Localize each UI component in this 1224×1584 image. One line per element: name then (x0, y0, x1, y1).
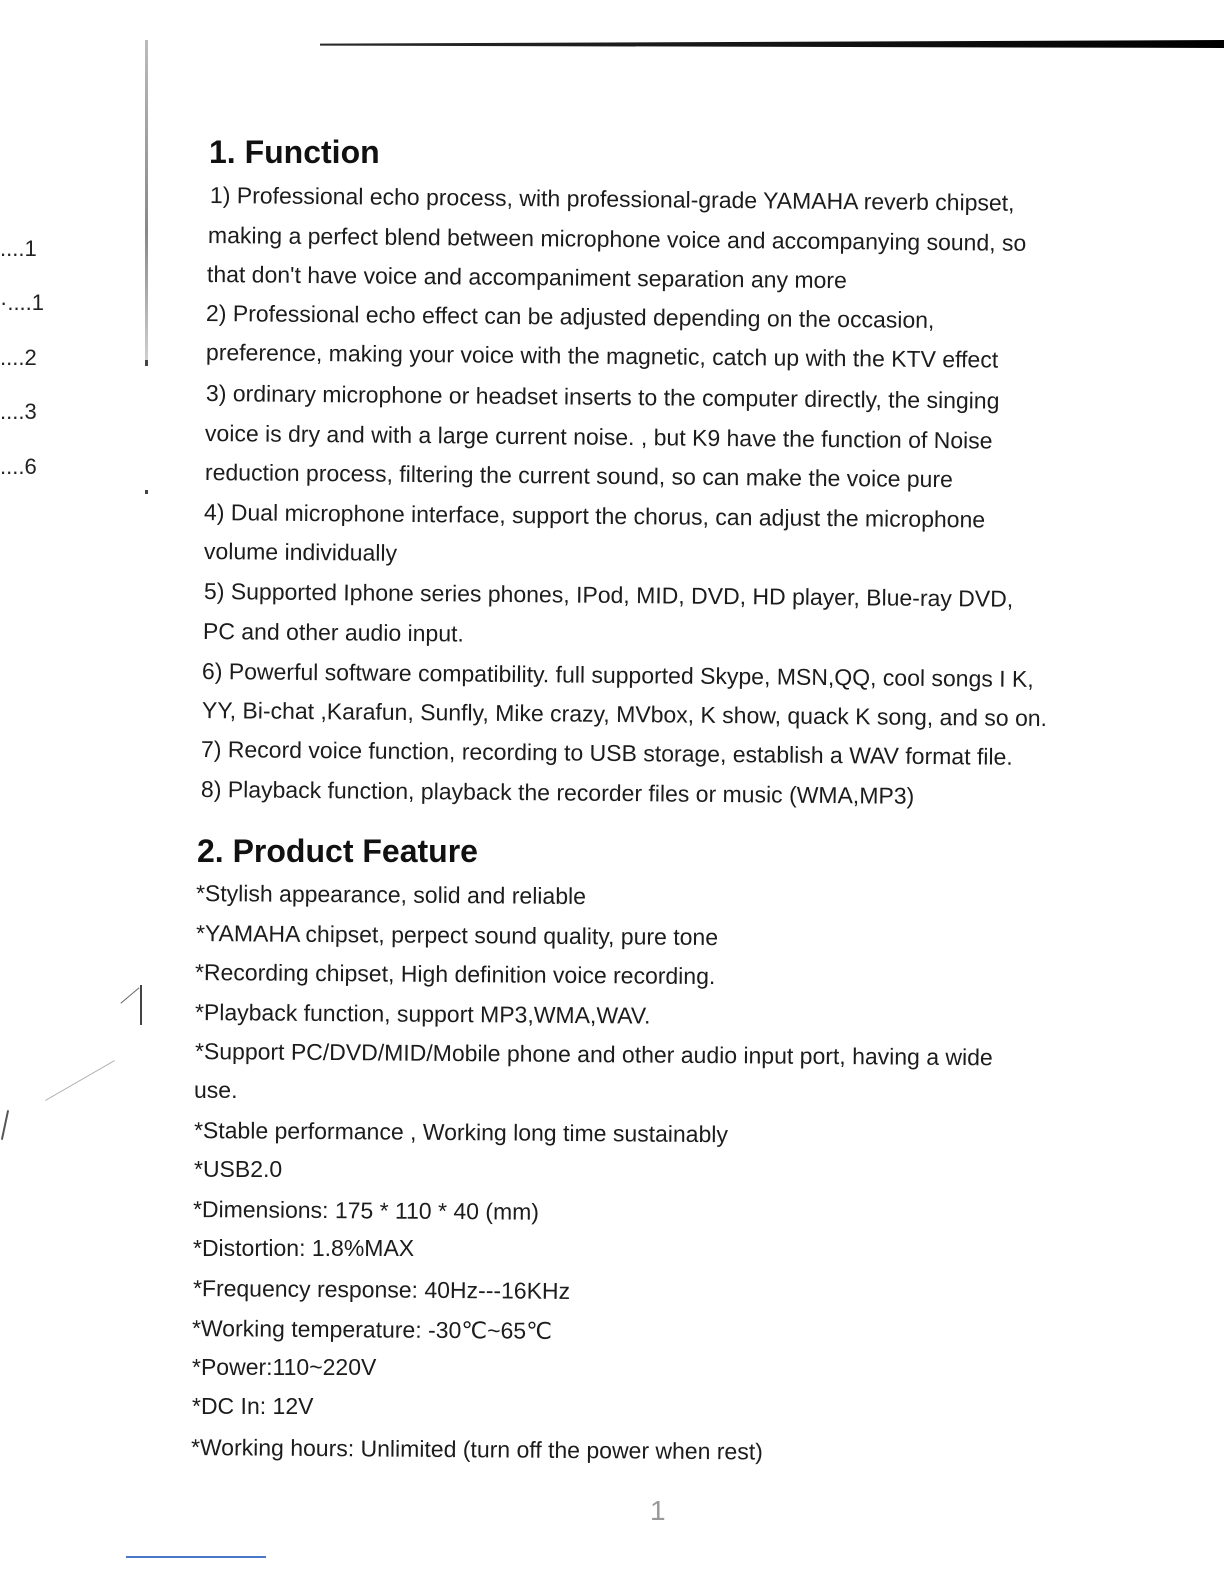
text-line: *Stylish appearance, solid and reliable (195, 880, 587, 910)
section-title-product-feature: 2. Product Feature (197, 833, 478, 869)
toc-entry: ....2 (0, 345, 37, 370)
spine-dot (140, 985, 142, 1025)
spine-dot (145, 490, 148, 494)
text-line: volume individually (203, 538, 398, 566)
text-line: *Recording chipset, High definition voice recording. (194, 959, 716, 990)
text-line: *USB2.0 (194, 1156, 283, 1182)
text-line: preference, making your voice with the magnetic, catch up with the KTV effect (205, 339, 999, 373)
text-line: *Working temperature: -30℃~65℃ (191, 1315, 553, 1344)
text-line: PC and other audio input. (202, 618, 464, 647)
text-line: *DC In: 12V (192, 1393, 314, 1419)
scan-artifact (45, 1060, 115, 1101)
text-line: *Playback function, support MP3,WMA,WAV. (194, 999, 651, 1029)
text-line: *YAMAHA chipset, perpect sound quality, pure tone (195, 920, 719, 951)
text-line: YY, Bi-chat ,Karafun, Sunfly, Mike crazy, MVbox, K show, quack K song, and so on. (201, 697, 1048, 732)
text-line: *Power:110~220V (192, 1354, 377, 1380)
toc-entry: ....3 (0, 399, 37, 424)
toc-entry: ·....1 (0, 290, 45, 315)
scan-artifact (120, 987, 139, 1003)
text-line: 8) Playback function, playback the recorder files or music (WMA,MP3) (200, 776, 915, 809)
bottom-edge-mark (126, 1556, 266, 1558)
page-number: 1 (650, 1495, 666, 1526)
text-line: 2) Professional echo effect can be adjusted depending on the occasion, (205, 300, 935, 333)
text-line: voice is dry and with a large current noise. , but K9 have the function of Noise (204, 420, 993, 454)
toc-entry: ....1 (0, 236, 37, 261)
text-line: making a perfect blend between microphone voice and accompanying sound, so (207, 222, 1027, 256)
text-line: *Dimensions: 175 * 110 * 40 (mm) (192, 1196, 540, 1225)
text-line: reduction process, filtering the current sound, so can make the voice pure (204, 459, 954, 493)
top-rule (320, 40, 1224, 48)
section-title-function: 1. Function (209, 134, 380, 170)
toc-entry: ....6 (0, 454, 37, 479)
text-line: 4) Dual microphone interface, support the chorus, can adjust the microphone (203, 499, 986, 533)
text-line: *Distortion: 1.8%MAX (193, 1235, 415, 1261)
text-line: 6) Powerful software compatibility. full supported Skype, MSN,QQ, cool songs I K, (201, 658, 1034, 692)
text-line: use. (194, 1077, 238, 1103)
spine-dot (145, 360, 148, 366)
text-line: *Stable performance , Working long time sustainably (193, 1117, 729, 1148)
text-line: *Working hours: Unlimited (turn off the power when rest) (190, 1434, 763, 1465)
text-line: that don't have voice and accompaniment separation any more (206, 261, 847, 294)
text-line: 7) Record voice function, recording to USB storage, establish a WAV format file. (200, 736, 1013, 770)
text-line: *Frequency response: 40Hz---16KHz (192, 1275, 571, 1304)
text-line: 1) Professional echo process, with professional-grade YAMAHA reverb chipset, (209, 182, 1015, 216)
binding-edge (145, 40, 148, 360)
scan-artifact (1, 1110, 9, 1140)
text-line: 5) Supported Iphone series phones, IPod, MID, DVD, HD player, Blue-ray DVD, (203, 578, 1014, 612)
text-line: *Support PC/DVD/MID/Mobile phone and other audio input port, having a wide (194, 1038, 993, 1071)
text-line: 3) ordinary microphone or headset inserts to the computer directly, the singing (205, 380, 1000, 414)
